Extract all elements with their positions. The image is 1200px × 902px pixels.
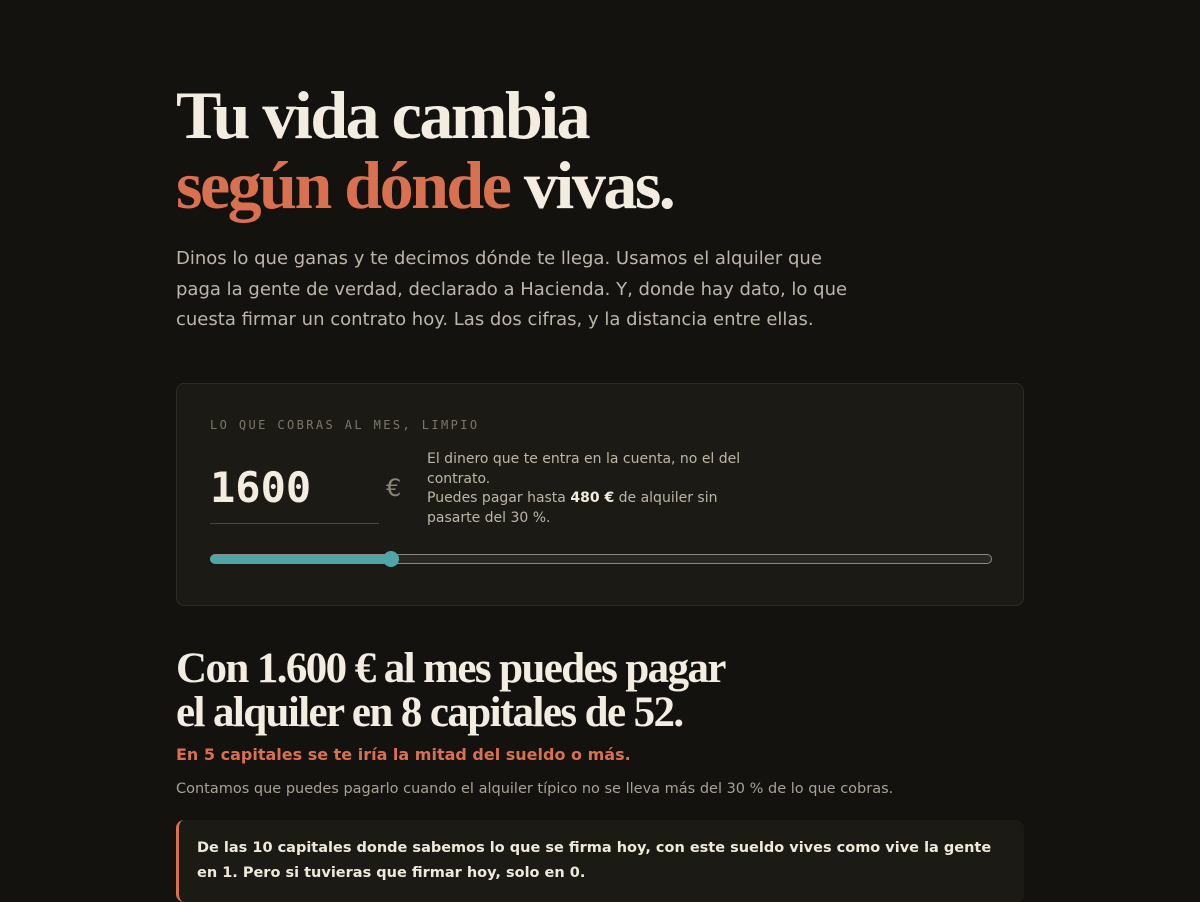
hint-post: de alquiler sin pasarte del 30 %. <box>427 490 718 526</box>
salary-card <box>176 383 1024 606</box>
result-title-line1: Con 1.600 € al mes puedes pagar <box>176 645 725 692</box>
result-title <box>176 647 956 735</box>
hint-line1: El dinero que te entra en la cuenta, no el del contrato. <box>427 451 741 487</box>
currency-symbol: € <box>386 474 402 502</box>
salary-hint <box>427 450 745 528</box>
hint-pre: Puedes pagar hasta <box>427 490 571 506</box>
slider-fill <box>210 555 391 563</box>
salary-input[interactable]: 1600 <box>210 460 379 524</box>
summary-quote: De las 10 capitales donde sabemos lo que se firma hoy, con este sueldo vives como vive la gente en 1. Pero si tuvieras que firmar hoy, solo en 0. <box>176 820 1024 902</box>
salary-label: LO QUE COBRAS AL MES, LIMPIO <box>210 418 480 432</box>
hero-title-line1: Tu vida cambia <box>176 77 589 153</box>
slider-thumb[interactable] <box>383 551 399 567</box>
intro-text: Dinos lo que ganas y te decimos dónde te llega. Usamos el alquiler que paga la gente de verdad, declarado a Hacienda. Y, donde hay dato, lo que cuesta firmar un contrato hoy. Las dos cifras, y la distancia entre ellas. <box>176 248 848 330</box>
salary-slider[interactable] <box>210 554 992 564</box>
hint-amount: 480 € <box>570 490 615 506</box>
result-title-line2: el alquiler en 8 capitales de 52. <box>176 689 683 736</box>
hero-title-accent: según dónde <box>176 147 510 223</box>
hero-title <box>176 77 936 223</box>
note-text: Contamos que puedes pagarlo cuando el alquiler típico no se lleva más del 30 % de lo que cobras. <box>176 781 894 797</box>
alert-text: En 5 capitales se te iría la mitad del sueldo o más. <box>176 745 631 764</box>
hero-title-rest: vivas. <box>509 147 674 223</box>
